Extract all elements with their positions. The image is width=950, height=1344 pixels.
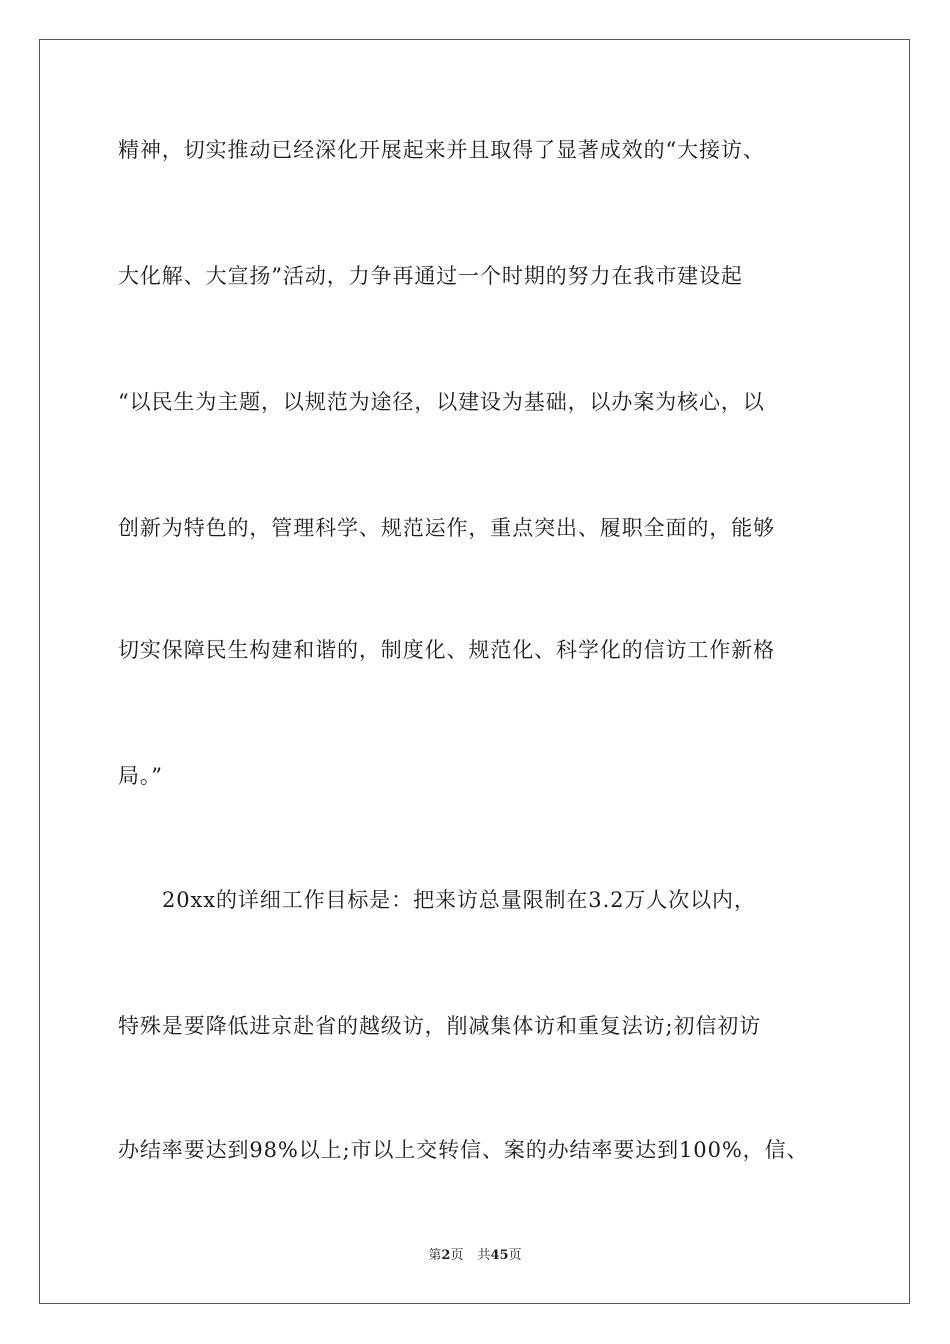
- text-line: 特殊是要降低进京赴省的越级访，削减集体访和重复法访;初信初访: [118, 1014, 762, 1038]
- text-line: 办结率要达到98%以上;市以上交转信、案的办结率要达到100%，信、: [118, 1138, 809, 1162]
- page-footer: [0, 1247, 950, 1265]
- page-prefix: 第: [428, 1248, 442, 1263]
- total-suffix: 页: [508, 1248, 522, 1263]
- page-number: 2: [441, 1248, 451, 1263]
- page-border: [39, 39, 910, 1304]
- text-line: 大化解、大宣扬”活动，力争再通过一个时期的努力在我市建设起: [118, 264, 743, 288]
- text-line: 局。”: [118, 764, 163, 788]
- text-line: “以民生为主题，以规范为途径，以建设为基础，以办案为核心，以: [118, 390, 765, 414]
- text-line: 20xx的详细工作目标是：把来访总量限制在3.2万人次以内，: [162, 888, 756, 912]
- text-line: 精神，切实推动已经深化开展起来并且取得了显著成效的“大接访、: [118, 138, 765, 162]
- total-prefix: 共: [477, 1248, 491, 1263]
- text-line: 切实保障民生构建和谐的，制度化、规范化、科学化的信访工作新格: [118, 638, 775, 662]
- page-suffix: 页: [450, 1248, 464, 1263]
- text-line: 创新为特色的，管理科学、规范运作，重点突出、履职全面的，能够: [118, 516, 775, 540]
- total-pages: 45: [490, 1248, 509, 1263]
